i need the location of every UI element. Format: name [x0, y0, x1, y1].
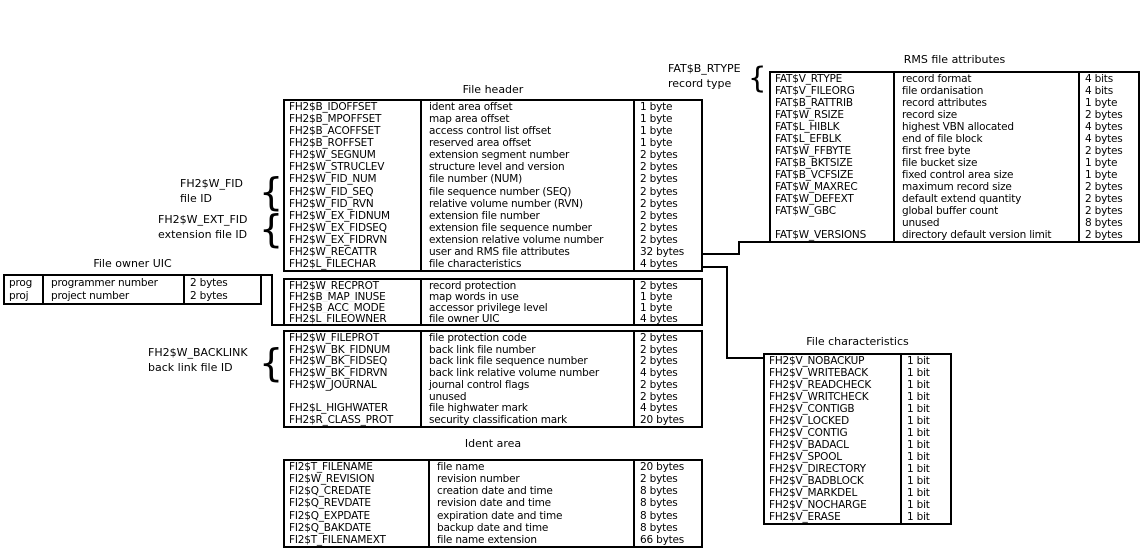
file-characteristics-table-r0-c1: 1 bit	[900, 355, 950, 367]
file-header-block1-table-r9-c1: extension file number	[420, 210, 635, 222]
rms-file-attributes-table-r7-c1: file bucket size	[893, 157, 1080, 169]
file-characteristics-table-r7-c1: 1 bit	[900, 439, 950, 451]
file-header-block3-table-r6-c1: file highwater mark	[420, 403, 635, 415]
backlink-label-line1: FH2$W_BACKLINK	[148, 346, 248, 359]
file-header-block2-table	[283, 278, 703, 326]
file-header-block1-table-r4-c1: extension segment number	[420, 149, 635, 161]
ident-area-table-r4-c2: 8 bytes	[640, 509, 678, 522]
rms-file-attributes-table-r10-c2: 2 bytes	[1085, 193, 1123, 205]
file-header-block3-table-r0-c2: 2 bytes	[640, 332, 678, 344]
rms-file-attributes-table-r3-c2: 2 bytes	[1085, 109, 1123, 121]
file-header-block1-table-r6-c1: file number (NUM)	[420, 173, 635, 185]
file-header-block1-table-r3-c1: reserved area offset	[420, 137, 635, 149]
file-characteristics-table-r11-c1: 1 bit	[900, 487, 950, 499]
rms-file-attributes-table-r8-c1: fixed control area size	[893, 169, 1080, 181]
file-header-block3-table-r7-c0: FH2$R_CLASS_PROT	[289, 414, 394, 426]
file-header-block1-table-r11-c0: FH2$W_EX_FIDRVN	[289, 233, 387, 246]
file-header-block1-table-r10-c2: 2 bytes	[640, 221, 678, 234]
ident-area-table-r4-c0: FI2$Q_EXPDATE	[289, 509, 370, 522]
rtype-label-line2: record type	[668, 77, 732, 90]
connector-fileowner-to-uic	[261, 275, 283, 325]
file-characteristics-table	[763, 353, 952, 525]
ident-area-table-r6-c2: 66 bytes	[640, 533, 685, 546]
file-characteristics-table-r8-c1: 1 bit	[900, 451, 950, 463]
file-header-title: File header	[462, 83, 524, 96]
file-header-block1-table-r6-c2: 2 bytes	[640, 173, 678, 186]
fid-label-line1: FH2$W_FID	[180, 177, 244, 190]
rms-file-attributes-table-r9-c2: 2 bytes	[1085, 181, 1123, 193]
file-header-block1-table-r4-c0: FH2$W_SEGNUM	[289, 149, 376, 162]
rms-file-attributes-table-r4-c0: FAT$L_HIBLK	[775, 121, 840, 133]
rms-file-attributes-table-r5-c0: FAT$L_EFBLK	[775, 133, 842, 145]
file-header-block3-table-r1-c0: FH2$W_BK_FIDNUM	[289, 343, 391, 356]
file-header-block3-table-r0-c1: file protection code	[420, 332, 635, 344]
file-characteristics-table-r7-c0: FH2$V_BADACL	[769, 439, 849, 451]
file-characteristics-table-r6-c1: 1 bit	[900, 427, 950, 439]
rms-file-attributes-table-r8-c2: 1 byte	[1085, 169, 1118, 181]
rms-file-attributes-table-r3-c0: FAT$W_RSIZE	[775, 109, 844, 121]
file-header-block1-table-r10-c0: FH2$W_EX_FIDSEQ	[289, 221, 387, 234]
rtype-label	[668, 61, 741, 91]
rms-file-attributes-table	[769, 71, 1140, 243]
ident-area-table-r5-c1: backup date and time	[428, 522, 635, 534]
file-header-block1-table-r13-c1: file characteristics	[420, 258, 635, 270]
file-characteristics-table-r4-c0: FH2$V_CONTIGB	[769, 403, 855, 415]
file-characteristics-table-r3-c0: FH2$V_WRITCHECK	[769, 391, 869, 403]
file-header-block3-table-r7-c2: 20 bytes	[640, 414, 685, 426]
file-header-block2-table-r0-c0: FH2$W_RECPROT	[289, 280, 379, 291]
backlink-label	[148, 345, 248, 375]
file-header-block1-table-r5-c2: 2 bytes	[640, 161, 678, 174]
file-header-block2-table-r2-c2: 1 byte	[640, 302, 673, 313]
fid-label	[180, 176, 243, 206]
rms-file-attributes-table-r6-c2: 2 bytes	[1085, 145, 1123, 157]
file-header-block3-table-r2-c1: back link file sequence number	[420, 356, 635, 368]
rms-file-attributes-table-r11-c2: 2 bytes	[1085, 205, 1123, 217]
rtype-brace-icon: {	[748, 61, 767, 95]
rms-file-attributes-table-r4-c2: 4 bytes	[1085, 121, 1123, 133]
file-header-block1-table-r0-c0: FH2$B_IDOFFSET	[289, 101, 378, 114]
file-header-block1-table-r10-c1: extension file sequence number	[420, 222, 635, 234]
file-characteristics-table-r5-c0: FH2$V_LOCKED	[769, 415, 850, 427]
file-header-block3-table-r3-c1: back link relative volume number	[420, 367, 635, 379]
rms-file-attributes-title: RMS file attributes	[903, 53, 1006, 66]
fid-label-line2: file ID	[180, 192, 212, 205]
file-characteristics-table-r13-c1: 1 bit	[900, 511, 950, 523]
file-characteristics-table-r11-c0: FH2$V_MARKDEL	[769, 487, 858, 499]
rms-file-attributes-table-r4-c1: highest VBN allocated	[893, 121, 1080, 133]
ident-area-table	[283, 459, 703, 548]
rms-file-attributes-table-r12-c0	[771, 217, 893, 229]
ident-area-table-r2-c2: 8 bytes	[640, 485, 678, 498]
file-header-block1-table-r0-c1: ident area offset	[420, 101, 635, 113]
file-characteristics-title: File characteristics	[806, 335, 909, 348]
file-header-block1-table-r4-c2: 2 bytes	[640, 149, 678, 162]
ident-area-table-r3-c2: 8 bytes	[640, 497, 678, 510]
file-header-block2-table-r2-c0: FH2$B_ACC_MODE	[289, 302, 385, 313]
file-header-block3-table-r3-c2: 4 bytes	[640, 367, 678, 379]
rms-file-attributes-table-r1-c0: FAT$V_FILEORG	[775, 85, 855, 97]
rms-file-attributes-table-r11-c1: global buffer count	[893, 205, 1080, 217]
fid-brace-icon: {	[259, 170, 284, 214]
rms-file-attributes-table-r5-c1: end of file block	[893, 133, 1080, 145]
ident-area-table-r6-c1: file name extension	[428, 534, 635, 546]
rms-file-attributes-table-r6-c1: first free byte	[893, 145, 1080, 157]
file-owner-uic-table-r0-c1: programmer number	[42, 276, 185, 290]
rms-file-attributes-table-r12-c2: 8 bytes	[1085, 217, 1123, 229]
file-header-block2-table-r1-c0: FH2$B_MAP_INUSE	[289, 291, 386, 302]
ident-area-table-r2-c0: FI2$Q_CREDATE	[289, 485, 371, 498]
file-header-block3-table-r2-c2: 2 bytes	[640, 355, 678, 368]
ident-area-table-r1-c0: FI2$W_REVISION	[289, 473, 375, 486]
file-characteristics-table-r12-c0: FH2$V_NOCHARGE	[769, 499, 867, 511]
file-header-block3-table-r7-c1: security classification mark	[420, 414, 635, 426]
file-header-block2-table-r3-c2: 4 bytes	[640, 313, 678, 324]
file-header-block1-table-r5-c0: FH2$W_STRUCLEV	[289, 161, 385, 174]
file-header-block3-table-r4-c0: FH2$W_JOURNAL	[289, 379, 377, 391]
file-header-block1-table-r1-c0: FH2$B_MPOFFSET	[289, 113, 382, 126]
ident-area-table-r1-c2: 2 bytes	[640, 473, 678, 486]
file-header-block1-table-r11-c2: 2 bytes	[640, 233, 678, 246]
ident-area-table-r4-c1: expiration date and time	[428, 510, 635, 522]
rms-file-attributes-table-r3-c1: record size	[893, 109, 1080, 121]
rms-file-attributes-table-r9-c0: FAT$W_MAXREC	[775, 181, 858, 193]
rms-file-attributes-table-r1-c1: file ordanisation	[893, 85, 1080, 97]
file-characteristics-table-r13-c0: FH2$V_ERASE	[769, 511, 841, 523]
file-header-block1-table-r12-c2: 32 bytes	[640, 245, 685, 258]
file-header-block1-table-r1-c1: map area offset	[420, 113, 635, 125]
ident-area-title: Ident area	[464, 437, 522, 450]
file-header-block1-table-r2-c0: FH2$B_ACOFFSET	[289, 125, 381, 138]
file-header-block3-table-r2-c0: FH2$W_BK_FIDSEQ	[289, 355, 388, 368]
rms-file-attributes-table-r7-c2: 1 byte	[1085, 157, 1118, 169]
file-characteristics-table-r5-c1: 1 bit	[900, 415, 950, 427]
file-header-block1-table-r2-c2: 1 byte	[640, 125, 673, 138]
file-header-block2-table-r1-c1: map words in use	[420, 291, 635, 302]
file-header-block3-table-r4-c2: 2 bytes	[640, 379, 678, 391]
file-header-block1-table-r7-c2: 2 bytes	[640, 185, 678, 198]
file-header-block1-table-r7-c1: file sequence number (SEQ)	[420, 185, 635, 197]
file-header-block2-table-r0-c1: record protection	[420, 280, 635, 291]
rms-file-attributes-table-r0-c1: record format	[893, 73, 1080, 85]
file-header-block1-table-r6-c0: FH2$W_FID_NUM	[289, 173, 377, 186]
file-header-block1-table-r9-c2: 2 bytes	[640, 209, 678, 222]
file-header-block1-table-r9-c0: FH2$W_EX_FIDNUM	[289, 209, 390, 222]
connector-filechar-to-characteristics	[703, 267, 763, 358]
file-owner-uic-table-r1-c2: 2 bytes	[190, 290, 228, 303]
file-header-block1-table-r11-c1: extension relative volume number	[420, 234, 635, 246]
file-header-block3-table-r0-c0: FH2$W_FILEPROT	[289, 332, 380, 344]
file-characteristics-table-r9-c0: FH2$V_DIRECTORY	[769, 463, 866, 475]
file-header-block1-table-r7-c0: FH2$W_FID_SEQ	[289, 185, 374, 198]
file-header-block1-table-r2-c1: access control list offset	[420, 125, 635, 137]
file-header-block3-table-r1-c2: 2 bytes	[640, 343, 678, 356]
file-header-block1-table-r3-c0: FH2$B_ROFFSET	[289, 137, 374, 150]
file-header-block1-table	[283, 99, 703, 272]
rtype-label-line1: FAT$B_RTYPE	[668, 62, 741, 75]
file-characteristics-table-r4-c1: 1 bit	[900, 403, 950, 415]
file-header-block2-table-r3-c0: FH2$L_FILEOWNER	[289, 313, 387, 324]
rms-file-attributes-table-r13-c2: 2 bytes	[1085, 229, 1123, 241]
file-header-block1-table-r8-c2: 2 bytes	[640, 197, 678, 210]
ext-fid-brace-icon: {	[259, 207, 284, 251]
ext-fid-label-line1: FH2$W_EXT_FID	[158, 213, 248, 226]
file-header-block1-table-r0-c2: 1 byte	[640, 101, 673, 114]
file-header-block1-table-r3-c2: 1 byte	[640, 137, 673, 150]
file-characteristics-table-r10-c0: FH2$V_BADBLOCK	[769, 475, 864, 487]
rms-file-attributes-table-r7-c0: FAT$B_BKTSIZE	[775, 157, 853, 169]
file-header-block1-table-r12-c0: FH2$W_RECATTR	[289, 245, 377, 258]
ident-area-table-r5-c0: FI2$Q_BAKDATE	[289, 521, 371, 534]
ident-area-table-r1-c1: revision number	[428, 473, 635, 485]
ident-area-table-r2-c1: creation date and time	[428, 485, 635, 497]
backlink-label-line2: back link file ID	[148, 361, 233, 374]
ident-area-table-r6-c0: FI2$T_FILENAMEXT	[289, 533, 386, 546]
file-header-block3-table-r6-c0: FH2$L_HIGHWATER	[289, 402, 388, 415]
rms-file-attributes-table-r12-c1: unused	[893, 217, 1080, 229]
file-header-block3-table-r3-c0: FH2$W_BK_FIDRVN	[289, 367, 388, 379]
file-characteristics-table-r12-c1: 1 bit	[900, 499, 950, 511]
backlink-brace-icon: {	[259, 341, 284, 385]
ident-area-table-r0-c0: FI2$T_FILENAME	[289, 461, 373, 474]
file-header-block3-table-r1-c1: back link file number	[420, 344, 635, 356]
rms-file-attributes-table-r1-c2: 4 bits	[1085, 85, 1113, 97]
rms-file-attributes-table-r5-c2: 4 bytes	[1085, 133, 1123, 145]
rms-file-attributes-table-r2-c0: FAT$B_RATTRIB	[775, 97, 853, 109]
file-header-block1-table-r5-c1: structure level and version	[420, 161, 635, 173]
file-header-block2-table-r1-c2: 1 byte	[640, 291, 673, 302]
file-header-block3-table	[283, 330, 703, 428]
file-header-block1-table-r12-c1: user and RMS file attributes	[420, 246, 635, 258]
file-characteristics-table-r2-c0: FH2$V_READCHECK	[769, 379, 872, 391]
file-owner-uic-table	[3, 274, 262, 305]
file-header-block3-table-r5-c0	[285, 391, 420, 403]
file-header-block2-table-r3-c1: file owner UIC	[420, 313, 635, 324]
rms-file-attributes-table-r0-c0: FAT$V_RTYPE	[775, 73, 843, 85]
file-header-block3-table-r5-c2: 2 bytes	[640, 390, 678, 403]
file-characteristics-table-r1-c0: FH2$V_WRITEBACK	[769, 367, 868, 379]
file-header-block1-table-r8-c1: relative volume number (RVN)	[420, 198, 635, 210]
file-characteristics-table-r9-c1: 1 bit	[900, 463, 950, 475]
file-header-block3-table-r6-c2: 4 bytes	[640, 402, 678, 415]
file-header-block1-table-r13-c2: 4 bytes	[640, 257, 678, 270]
ext-fid-label-line2: extension file ID	[158, 228, 248, 241]
rms-file-attributes-table-r8-c0: FAT$B_VCFSIZE	[775, 169, 854, 181]
file-header-block2-table-r2-c1: accessor privilege level	[420, 302, 635, 313]
file-header-block3-table-r5-c1: unused	[420, 391, 635, 403]
file-characteristics-table-r1-c1: 1 bit	[900, 367, 950, 379]
file-owner-uic-title: File owner UIC	[93, 257, 172, 270]
rms-file-attributes-table-r13-c0: FAT$W_VERSIONS	[775, 229, 867, 241]
rms-file-attributes-table-r0-c2: 4 bits	[1085, 73, 1113, 85]
file-characteristics-table-r2-c1: 1 bit	[900, 379, 950, 391]
rms-file-attributes-table-r2-c1: record attributes	[893, 97, 1080, 109]
file-characteristics-table-r3-c1: 1 bit	[900, 391, 950, 403]
rms-file-attributes-table-r6-c0: FAT$W_FFBYTE	[775, 145, 851, 157]
file-owner-uic-table-r0-c0: prog	[9, 276, 33, 289]
file-characteristics-table-r6-c0: FH2$V_CONTIG	[769, 427, 848, 439]
file-characteristics-table-r0-c0: FH2$V_NOBACKUP	[769, 355, 865, 367]
file-header-block2-table-r0-c2: 2 bytes	[640, 280, 678, 291]
file-header-block1-table-r1-c2: 1 byte	[640, 113, 673, 126]
ident-area-table-r3-c0: FI2$Q_REVDATE	[289, 497, 371, 510]
file-owner-uic-table-r1-c1: project number	[42, 290, 185, 304]
file-header-block1-table-r13-c0: FH2$L_FILECHAR	[289, 257, 376, 270]
connector-recattr-to-rms	[703, 242, 769, 254]
file-characteristics-table-r8-c0: FH2$V_SPOOL	[769, 451, 842, 463]
ident-area-table-r0-c1: file name	[428, 461, 635, 473]
file-header-block3-table-r4-c1: journal control flags	[420, 379, 635, 391]
rms-file-attributes-table-r13-c1: directory default version limit	[893, 229, 1080, 241]
file-owner-uic-table-r1-c0: proj	[9, 290, 29, 303]
ident-area-table-r0-c2: 20 bytes	[640, 461, 685, 474]
file-characteristics-table-r10-c1: 1 bit	[900, 475, 950, 487]
ident-area-table-r3-c1: revision date and time	[428, 497, 635, 509]
rms-file-attributes-table-r11-c0: FAT$W_GBC	[775, 205, 836, 217]
rms-file-attributes-table-r10-c0: FAT$W_DEFEXT	[775, 193, 854, 205]
ext-fid-label	[158, 212, 248, 242]
rms-file-attributes-table-r9-c1: maximum record size	[893, 181, 1080, 193]
file-header-block1-table-r8-c0: FH2$W_FID_RVN	[289, 197, 374, 210]
rms-file-attributes-table-r10-c1: default extend quantity	[893, 193, 1080, 205]
rms-file-attributes-table-r2-c2: 1 byte	[1085, 97, 1118, 109]
ident-area-table-r5-c2: 8 bytes	[640, 521, 678, 534]
file-owner-uic-table-r0-c2: 2 bytes	[190, 276, 228, 289]
